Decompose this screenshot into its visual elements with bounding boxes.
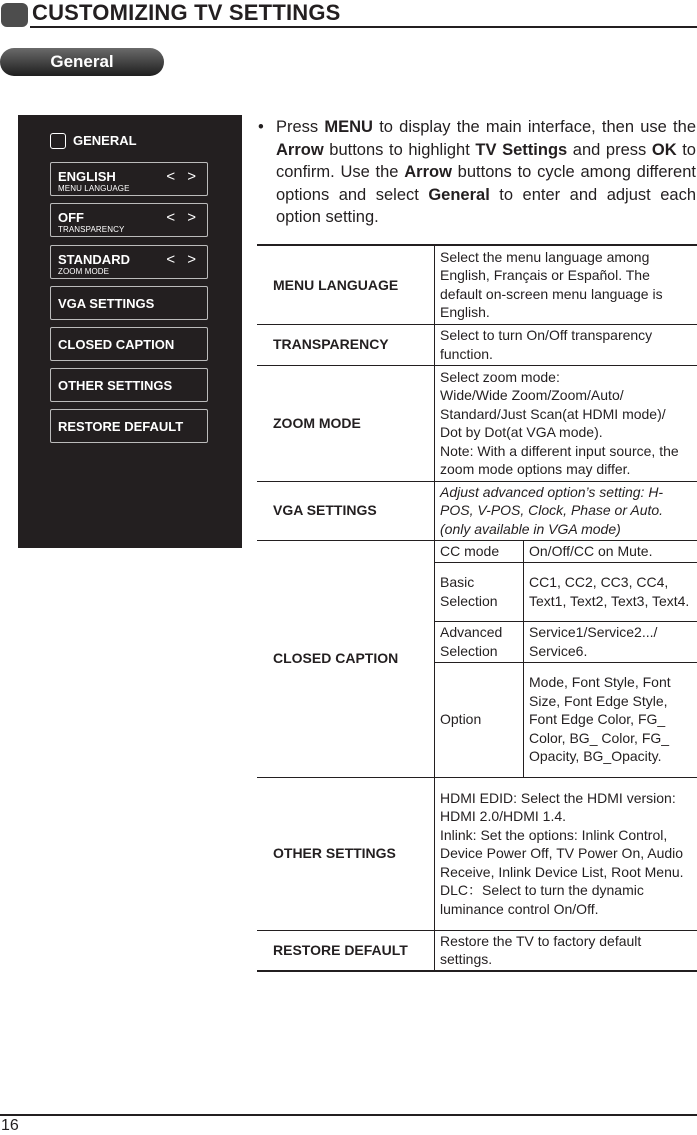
row-description: Select the menu language among English, Français or Español. The default on-screen menu language is English. (435, 245, 697, 324)
tv-menu-item-other (50, 368, 208, 402)
table-row (257, 365, 697, 481)
cc-value: Service1/Service2.../ Service6. (524, 621, 697, 662)
tv-menu-panel (18, 115, 242, 548)
intro-paragraph (258, 116, 696, 229)
table-row (257, 930, 697, 971)
checkbox-icon (50, 133, 66, 149)
header-rule (30, 26, 697, 28)
table-row (257, 777, 697, 930)
tv-menu-item-transparency (50, 203, 208, 237)
cc-value: CC1, CC2, CC3, CC4, Text1, Text2, Text3, Text4. (524, 562, 697, 621)
table-row (257, 245, 697, 324)
tv-menu-item-caption: TRANSPARENCY (58, 225, 125, 234)
tv-menu-item-value: ENGLISH (58, 169, 116, 184)
tv-menu-item-vga (50, 286, 208, 320)
table-row (257, 481, 697, 540)
tv-menu-item-value: OFF (58, 210, 84, 225)
cc-value: Mode, Font Style, Font Size, Font Edge Style, Font Edge Color, FG_ Color, BG_ Color, FG_ Opacity, BG_Opacity. (524, 662, 697, 777)
row-description: Adjust advanced option’s setting: H-POS, V-POS, Clock, Phase or Auto. (only available in VGA mode) (435, 481, 697, 540)
section-pill: General (0, 48, 164, 76)
bullet: • (258, 118, 264, 136)
cc-key: Basic Selection (435, 562, 524, 621)
row-description: HDMI EDID: Select the HDMI version: HDMI 2.0/HDMI 1.4. Inlink: Set the options: Inlink Control, Device Power Off, TV Power On, Audio Receive, Inlink Device List, Root Menu. DLC：Select to turn the dynamic luminance control On/Off. (435, 777, 697, 930)
row-label: ZOOM MODE (257, 365, 435, 481)
tv-menu-item-label: OTHER SETTINGS (58, 378, 173, 393)
tv-menu-item-value: STANDARD (58, 252, 130, 267)
row-label: VGA SETTINGS (257, 481, 435, 540)
tv-menu-item-restore (50, 409, 208, 443)
table-row (257, 540, 697, 562)
tv-menu-item-caption: MENU LANGUAGE (58, 184, 130, 193)
row-label: MENU LANGUAGE (257, 245, 435, 324)
table-row (257, 324, 697, 365)
cc-value: On/Off/CC on Mute. (524, 540, 697, 562)
tv-menu-item-label: RESTORE DEFAULT (58, 419, 184, 434)
header-icon (1, 3, 28, 27)
cc-key: Option (435, 662, 524, 777)
page-number: 16 (1, 1117, 19, 1134)
left-right-arrows-icon: < > (166, 251, 200, 268)
settings-table (257, 244, 697, 972)
intro-text: Press MENU to display the main interface, then use the Arrow buttons to highlight TV Settings and press OK to confirm. Use the Arrow buttons to cycle among different options and select General to enter and adjust each option setting. (276, 118, 696, 226)
footer-rule (0, 1114, 697, 1116)
left-right-arrows-icon: < > (166, 168, 200, 185)
tv-menu-item-language (50, 162, 208, 196)
row-label: TRANSPARENCY (257, 324, 435, 365)
tv-menu-header: GENERAL (73, 133, 137, 148)
left-right-arrows-icon: < > (166, 209, 200, 226)
tv-menu-item-label: VGA SETTINGS (58, 296, 155, 311)
page-title: CUSTOMIZING TV SETTINGS (32, 0, 341, 25)
row-description: Select to turn On/Off transparency function. (435, 324, 697, 365)
tv-menu-item-label: CLOSED CAPTION (58, 337, 175, 352)
cc-key: CC mode (435, 540, 524, 562)
row-label: OTHER SETTINGS (257, 777, 435, 930)
tv-menu-item-closed-caption (50, 327, 208, 361)
row-label: RESTORE DEFAULT (257, 930, 435, 971)
row-description: Restore the TV to factory default settings. (435, 930, 697, 971)
tv-menu-item-caption: ZOOM MODE (58, 267, 110, 276)
cc-key: Advanced Selection (435, 621, 524, 662)
tv-menu-item-zoom (50, 245, 208, 279)
row-label: CLOSED CAPTION (257, 540, 435, 777)
row-description: Select zoom mode: Wide/Wide Zoom/Zoom/Auto/ Standard/Just Scan(at HDMI mode)/ Dot by Dot(at VGA mode). Note: With a different input source, the zoom mode options may differ. (435, 365, 697, 481)
